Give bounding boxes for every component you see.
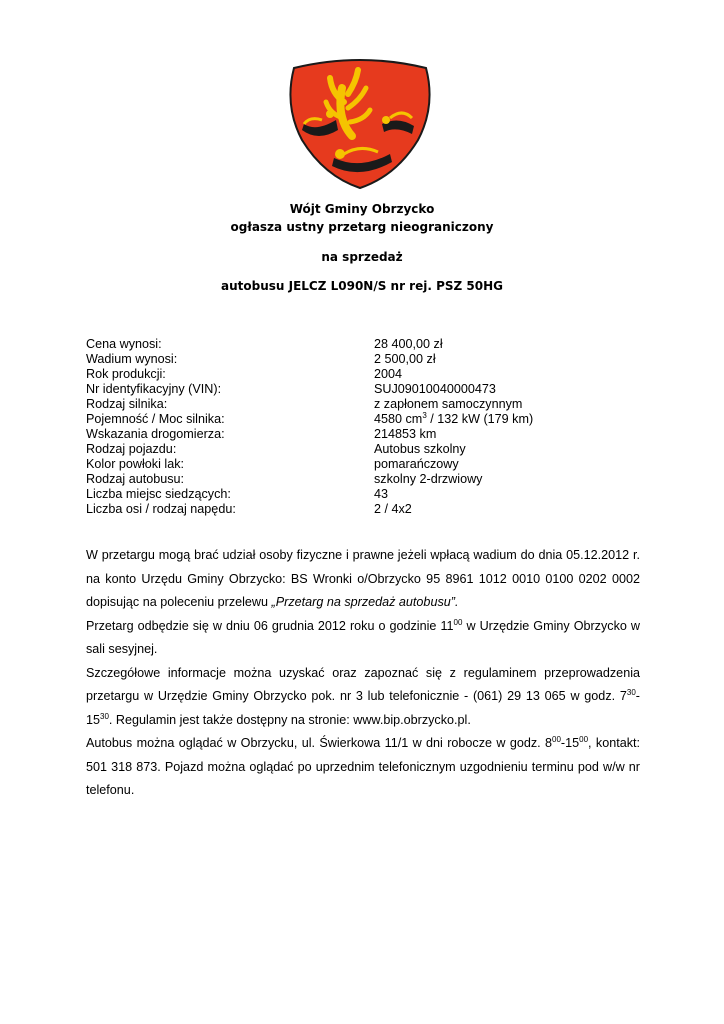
spec-label: Nr identyfikacyjny (VIN): xyxy=(86,382,222,396)
spec-row xyxy=(86,472,566,487)
engine-capacity: 4580 cm xyxy=(374,412,423,426)
paragraph-text: Autobus można oglądać w Obrzycku, ul. Świerkowa 11/1 w dni robocze w godz. 8 xyxy=(86,736,553,750)
engine-power: / 132 kW (179 km) xyxy=(426,412,534,426)
spec-label: Pojemność / Moc silnika: xyxy=(86,412,225,426)
paragraph-text: w Urzędzie Gminy Obrzycko w sali sesyjnej. xyxy=(86,618,640,656)
spec-value: 2004 xyxy=(374,367,403,381)
spec-label: Kolor powłoki lak: xyxy=(86,457,184,471)
paragraph-text: , kontakt: 501 318 873. Pojazd można oglądać po uprzednim telefonicznym uzgodnieniu terminu pod w/w nr telefonu. xyxy=(86,736,640,797)
coat-of-arms-icon xyxy=(286,58,434,190)
spec-value: 2 / 4x2 xyxy=(374,502,412,516)
spec-label: Liczba osi / rodzaj napędu: xyxy=(86,502,236,516)
spec-row xyxy=(86,382,566,397)
spec-row xyxy=(86,457,566,472)
superscript: 00 xyxy=(453,617,463,627)
paragraph-text: . Regulamin jest także dostępny na stronie: www.bip.obrzycko.pl. xyxy=(108,712,471,727)
spec-row xyxy=(86,502,566,517)
spec-row xyxy=(86,427,566,442)
paragraph-text: -15 xyxy=(86,689,640,727)
paragraph-text: Przetarg odbędzie się w dniu 06 grudnia 2012 roku o godzinie 11 xyxy=(86,618,454,633)
announcement-subtitle: ogłasza ustny przetarg nieograniczony xyxy=(230,220,494,234)
announcement-title: Wójt Gminy Obrzycko xyxy=(289,202,435,216)
spec-label: Rodzaj autobusu: xyxy=(86,472,185,486)
transfer-title: „Przetarg na sprzedaż autobusu”. xyxy=(271,595,459,609)
spec-value: SUJ09010040000473 xyxy=(374,382,496,396)
paragraph-auction-date xyxy=(86,615,640,662)
spec-value: Autobus szkolny xyxy=(374,442,466,456)
spec-row xyxy=(86,412,566,427)
spec-row xyxy=(86,397,566,412)
spec-label: Wadium wynosi: xyxy=(86,352,178,366)
spec-value: 214853 km xyxy=(374,427,437,441)
spec-value: 2 500,00 zł xyxy=(374,352,436,366)
spec-row xyxy=(86,367,566,382)
superscript: 30 xyxy=(100,711,109,721)
spec-value: pomarańczowy xyxy=(374,457,459,471)
spec-row xyxy=(86,487,566,502)
spec-label: Rok produkcji: xyxy=(86,367,166,381)
announcement-subject: autobusu JELCZ L090N/S nr rej. PSZ 50HG xyxy=(220,279,503,293)
superscript: 3 xyxy=(422,410,427,420)
spec-value: szkolny 2-drzwiowy xyxy=(374,472,483,486)
spec-label: Rodzaj silnika: xyxy=(86,397,168,411)
superscript: 00 xyxy=(552,734,561,744)
spec-value: z zapłonem samoczynnym xyxy=(374,397,523,411)
spec-row xyxy=(86,442,566,457)
paragraph-text: W przetargu mogą brać udział osoby fizyczne i prawne jeżeli wpłacą wadium do dnia 05.12.2012 r. na konto Urzędu Gminy Obrzycko: BS Wronki o/Obrzycko 95 8961 1012 0010 0100 0202 0002 dopisując na poleceniu przelewu xyxy=(86,548,640,609)
paragraph-participation xyxy=(86,544,640,615)
spec-label: Cena wynosi: xyxy=(86,337,162,351)
spec-label: Rodzaj pojazdu: xyxy=(86,442,177,456)
paragraph-text: Szczegółowe informacje można uzyskać oraz zapoznać się z regulaminem przeprowadzenia przetargu w Urzędzie Gminy Obrzycko pok. nr 3 lub telefonicznie - (061) 29 13 065 w godz. 7 xyxy=(86,665,640,703)
announcement-purpose: na sprzedaż xyxy=(321,250,403,264)
paragraph-information xyxy=(86,662,640,733)
spec-value xyxy=(374,412,566,427)
superscript: 30 xyxy=(626,687,636,697)
paragraph-text: -15 xyxy=(560,736,580,750)
spec-label: Liczba miejsc siedzących: xyxy=(86,487,231,501)
spec-value: 43 xyxy=(374,487,389,501)
paragraph-viewing xyxy=(86,732,640,803)
spec-value: 28 400,00 zł xyxy=(374,337,443,351)
vehicle-specs-table xyxy=(86,337,566,517)
spec-row xyxy=(86,352,566,367)
superscript: 00 xyxy=(579,734,589,744)
announcement-body xyxy=(86,544,640,803)
spec-label: Wskazania drogomierza: xyxy=(86,427,225,441)
spec-row xyxy=(86,337,566,352)
